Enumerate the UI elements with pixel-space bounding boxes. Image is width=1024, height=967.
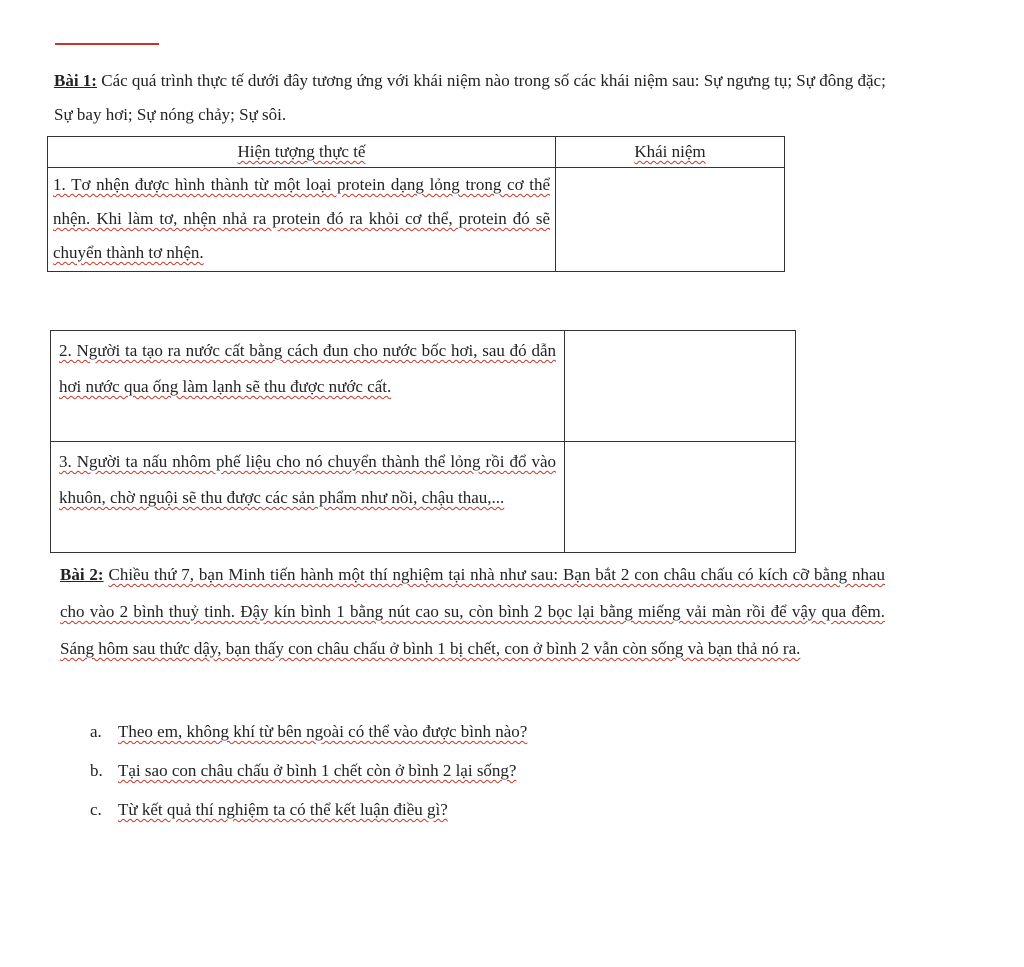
header-concept: Khái niệm: [556, 137, 785, 168]
exercise-1-label: Bài 1:: [54, 71, 97, 90]
exercise-1: [54, 64, 904, 132]
phenomenon-cell: 2. Người ta tạo ra nước cất bằng cách đun cho nước bốc hơi, sau đó dẫn hơi nước qua ống làm lạnh sẽ thu được nước cất.: [51, 331, 565, 442]
concept-cell[interactable]: [565, 331, 796, 442]
table-header-row: [48, 137, 785, 168]
table-row: [51, 331, 796, 442]
exercise-2-label: Bài 2:: [60, 565, 104, 584]
exercise-2: [60, 556, 885, 667]
concept-cell[interactable]: [556, 168, 785, 272]
phenomenon-cell: 3. Người ta nấu nhôm phế liệu cho nó chuyển thành thể lỏng rồi đổ vào khuôn, chờ nguội sẽ thu được các sản phẩm như nồi, chậu thau,...: [51, 442, 565, 553]
phenomenon-cell: 1. Tơ nhện được hình thành từ một loại protein dạng lỏng trong cơ thể nhện. Khi làm tơ, nhện nhả ra protein đó ra khỏi cơ thể, protein đó sẽ chuyển thành tơ nhện.: [48, 168, 556, 272]
concept-table: [47, 136, 785, 272]
table-row: [48, 168, 785, 272]
table-row: [51, 442, 796, 553]
exercise-1-text: Các quá trình thực tế dưới đây tương ứng với khái niệm nào trong số các khái niệm sau: Sự ngưng tụ; Sự đông đặc; Sự bay hơi; Sự nóng chảy; Sự sôi.: [54, 71, 886, 124]
list-item: c. Từ kết quả thí nghiệm ta có thể kết luận điều gì?: [90, 800, 448, 819]
concept-table-continued: [50, 330, 796, 553]
question-list: [90, 712, 790, 829]
header-rule: [55, 43, 159, 45]
header-phenomenon: Hiện tượng thực tế: [48, 137, 556, 168]
list-item: b. Tại sao con châu chấu ở bình 1 chết còn ở bình 2 lại sống?: [90, 761, 517, 780]
concept-cell[interactable]: [565, 442, 796, 553]
exercise-2-text: Chiều thứ 7, bạn Minh tiến hành một thí nghiệm tại nhà như sau: Bạn bắt 2 con châu chấu có kích cỡ bằng nhau cho vào 2 bình thuỷ tinh. Đậy kín bình 1 bằng nút cao su, còn bình 2 bọc lại bằng miếng vải màn rồi để vậy qua đêm. Sáng hôm sau thức dậy, bạn thấy con châu chấu ở bình 1 bị chết, con ở bình 2 vẫn còn sống và bạn thả nó ra.: [60, 565, 885, 658]
list-item: a. Theo em, không khí từ bên ngoài có thể vào được bình nào?: [90, 722, 528, 741]
